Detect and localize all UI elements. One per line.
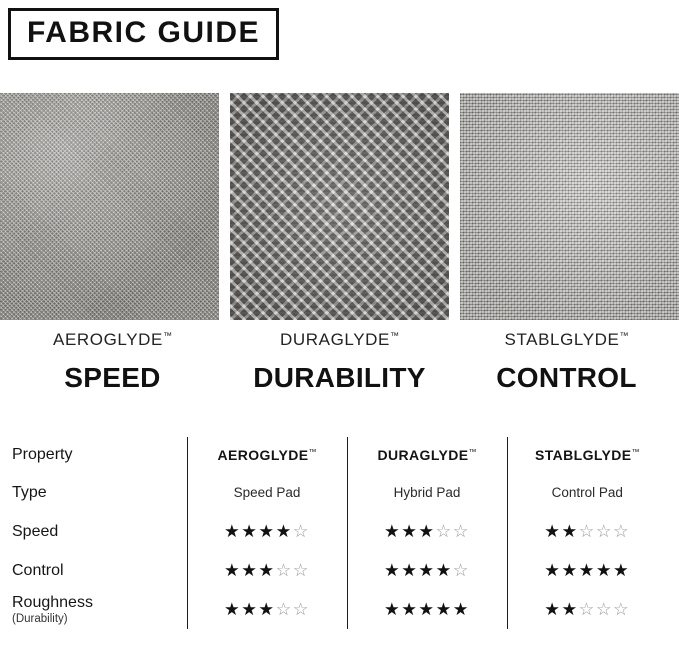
row-label-roughness-sub: (Durability) [12, 613, 68, 625]
star-empty-icon: ☆ [613, 520, 631, 541]
star-filled-icon: ★ [401, 520, 419, 541]
title-box [8, 8, 279, 60]
star-filled-icon: ★ [241, 520, 259, 541]
star-filled-icon: ★ [544, 520, 562, 541]
star-empty-icon: ☆ [613, 598, 631, 619]
star-empty-icon: ☆ [275, 559, 293, 580]
rating-speed-duraglyde [347, 512, 507, 551]
star-filled-icon: ★ [383, 598, 402, 619]
star-filled-icon: ★ [544, 598, 562, 619]
trademark-icon: ™ [468, 447, 477, 457]
fabric-swatch-row [0, 93, 679, 320]
table-header-label: AEROGLYDE [217, 447, 309, 463]
star-empty-icon: ☆ [578, 598, 596, 619]
table-header-duraglyde [347, 437, 507, 473]
star-empty-icon: ☆ [595, 520, 614, 541]
star-filled-icon: ★ [275, 520, 293, 541]
cell-type-stablglyde: Control Pad [507, 473, 667, 512]
rating-control-stablglyde [507, 551, 667, 590]
fabric-swatch-stablglyde [460, 93, 679, 320]
comparison-table-wrap [12, 437, 667, 629]
trademark-icon: ™ [162, 330, 172, 341]
table-header-property: Property [12, 446, 73, 463]
row-label-roughness-main: Roughness [12, 594, 93, 611]
swatch-brand-label: DURAGLYDE [280, 330, 390, 349]
swatch-brand-label: AEROGLYDE [53, 330, 163, 349]
star-filled-icon: ★ [418, 520, 436, 541]
star-empty-icon: ☆ [275, 598, 293, 619]
star-filled-icon: ★ [223, 559, 242, 580]
swatch-caption-duraglyde [227, 330, 452, 394]
table-header-label: DURAGLYDE [377, 447, 469, 463]
rating-roughness-aeroglyde [187, 590, 347, 629]
star-filled-icon: ★ [241, 559, 259, 580]
star-filled-icon: ★ [435, 598, 453, 619]
rating-control-duraglyde [347, 551, 507, 590]
star-filled-icon: ★ [544, 559, 562, 580]
star-filled-icon: ★ [578, 559, 596, 580]
trademark-icon: ™ [389, 330, 399, 341]
star-filled-icon: ★ [223, 520, 242, 541]
swatch-caption-aeroglyde [0, 330, 225, 394]
star-empty-icon: ☆ [435, 520, 453, 541]
swatch-caption-stablglyde [454, 330, 679, 394]
swatch-brand-stablglyde [454, 330, 679, 350]
star-empty-icon: ☆ [292, 520, 310, 541]
star-filled-icon: ★ [561, 598, 579, 619]
star-filled-icon: ★ [401, 559, 419, 580]
trademark-icon: ™ [619, 330, 629, 341]
star-empty-icon: ☆ [578, 520, 596, 541]
table-row [12, 473, 667, 512]
star-filled-icon: ★ [383, 559, 402, 580]
rating-roughness-stablglyde [507, 590, 667, 629]
star-empty-icon: ☆ [595, 598, 614, 619]
table-header-aeroglyde [187, 437, 347, 473]
star-filled-icon: ★ [401, 598, 419, 619]
cell-type-aeroglyde: Speed Pad [187, 473, 347, 512]
star-filled-icon: ★ [561, 559, 579, 580]
comparison-table [12, 437, 667, 629]
cell-type-duraglyde: Hybrid Pad [347, 473, 507, 512]
star-filled-icon: ★ [418, 559, 436, 580]
table-row [12, 512, 667, 551]
row-label-speed: Speed [12, 522, 59, 540]
swatch-benefit-stablglyde: CONTROL [496, 362, 637, 393]
page-title: FABRIC GUIDE [27, 16, 261, 49]
table-header-stablglyde [507, 437, 667, 473]
table-header-row [12, 437, 667, 473]
row-label-type: Type [12, 483, 47, 501]
star-filled-icon: ★ [561, 520, 579, 541]
trademark-icon: ™ [631, 447, 640, 457]
rating-control-aeroglyde [187, 551, 347, 590]
swatch-benefit-aeroglyde: SPEED [64, 362, 161, 393]
table-row [12, 590, 667, 629]
fabric-swatch-aeroglyde [0, 93, 219, 320]
table-row [12, 551, 667, 590]
star-empty-icon: ☆ [452, 520, 470, 541]
star-filled-icon: ★ [223, 598, 242, 619]
star-filled-icon: ★ [452, 598, 470, 619]
row-label-roughness [12, 590, 187, 629]
star-filled-icon: ★ [613, 559, 631, 580]
trademark-icon: ™ [308, 447, 317, 457]
star-filled-icon: ★ [418, 598, 436, 619]
rating-roughness-duraglyde [347, 590, 507, 629]
star-empty-icon: ☆ [292, 598, 310, 619]
star-empty-icon: ☆ [452, 559, 470, 580]
row-label-control: Control [12, 561, 64, 579]
star-filled-icon: ★ [595, 559, 614, 580]
fabric-swatch-duraglyde [230, 93, 449, 320]
rating-speed-stablglyde [507, 512, 667, 551]
swatch-caption-row [0, 330, 679, 394]
swatch-brand-aeroglyde [0, 330, 225, 350]
rating-speed-aeroglyde [187, 512, 347, 551]
star-filled-icon: ★ [241, 598, 259, 619]
star-filled-icon: ★ [258, 520, 276, 541]
star-empty-icon: ☆ [292, 559, 310, 580]
swatch-brand-label: STABLGLYDE [504, 330, 620, 349]
star-filled-icon: ★ [383, 520, 402, 541]
swatch-benefit-duraglyde: DURABILITY [253, 362, 426, 393]
star-filled-icon: ★ [435, 559, 453, 580]
table-header-label: STABLGLYDE [534, 447, 632, 463]
star-filled-icon: ★ [258, 598, 276, 619]
star-filled-icon: ★ [258, 559, 276, 580]
swatch-brand-duraglyde [227, 330, 452, 350]
